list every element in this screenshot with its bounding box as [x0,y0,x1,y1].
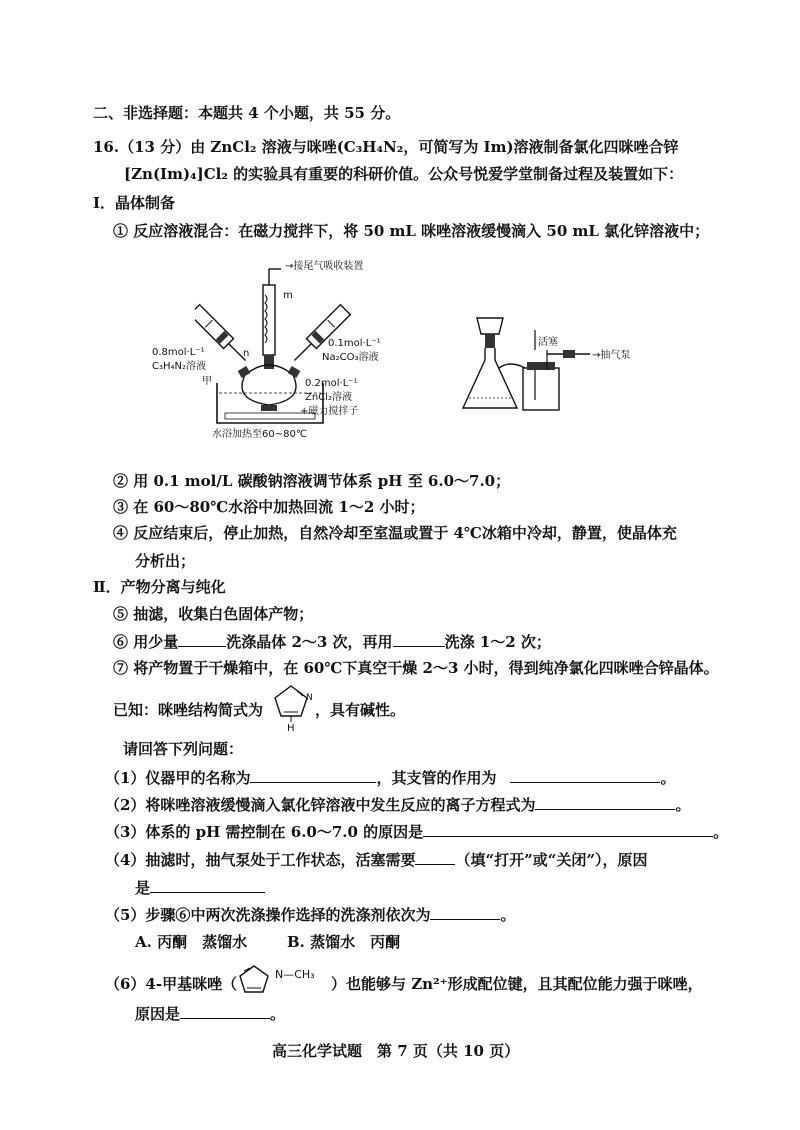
label-tail-gas: →接尾气吸收装置 [285,261,364,272]
step7: ⑦ 将产物置于干燥箱中，在 60℃下真空干燥 2～3 小时，得到纯净氯化四咪唑合锌晶体。 [113,659,719,677]
question-4-cont [135,876,265,899]
blank-q3-reason[interactable] [423,820,713,837]
label-left-sol: C₃H₄N₂溶液 [152,361,207,372]
q3-text-b: 。 [713,823,729,841]
step6-part3: 洗涤 1～2 次； [444,633,551,651]
q2-text-a: （2）将咪唑溶液缓慢滴入氯化锌溶液中发生反应的离子方程式为 [105,796,536,814]
label-n: n [243,348,250,359]
blank-q2-equation[interactable] [535,793,675,810]
part1-title: Ⅰ．晶体制备 [93,194,176,212]
known-text-b: ，具有碱性。 [315,701,406,719]
q5-text-a: （5）步骤⑥中两次洗涤操作选择的洗涤剂依次为 [105,906,431,924]
blank-q1-function[interactable] [510,766,660,783]
label-zn-sol: ZnCl₂溶液 [305,392,352,403]
q1-text-a: （1）仪器甲的名称为 [105,769,251,787]
label-pump: →抽气泵 [592,350,631,361]
q4-text-a: （4）抽滤时，抽气泵处于工作状态，活塞需要 [105,851,416,869]
q2-text-b: 。 [675,796,691,814]
blank-q6-reason[interactable] [180,1002,270,1019]
step1: ① 反应溶液混合：在磁力搅拌下，将 50 mL 咪唑溶液缓慢滴入 50 mL 氯化锌溶液中； [113,222,710,240]
imidazole-n-top: N [306,693,313,703]
label-jia: 甲 [202,376,212,387]
question-1 [105,766,675,789]
question-6-c [135,1002,285,1025]
question-6-b: ）也能够与 Zn²⁺形成配位键，且其配位能力强于咪唑， [331,975,703,993]
q4-text-b: （填“打开”或“关闭”），原因 [455,851,648,869]
step6 [113,630,551,653]
question-4 [105,848,647,871]
label-left-conc: 0.8mol·L⁻¹ [152,347,205,358]
q5-option-a[interactable]: A. 丙酮 蒸馏水 [135,933,248,951]
q6-text-c: 原因是 [135,1005,181,1023]
section-title: 二、非选择题：本题共 4 个小题，共 55 分。 [93,104,401,122]
label-stirrer: +磁力搅拌子 [300,406,359,417]
blank-q4-reason[interactable] [150,876,265,893]
step6-part1: ⑥ 用少量 [113,633,179,651]
question-6: （6）4-甲基咪唑（ [105,975,238,993]
step4-line1: ④ 反应结束后，停止加热，自然冷却至室温或置于 4℃冰箱中冷却，静置，使晶体充 [113,524,677,542]
label-water-bath: 水浴加热至60~80℃ [212,429,308,440]
q1-text-b: ，其支管的作用为 [376,769,497,787]
methylimidazole-structure [232,962,276,1002]
step3: ③ 在 60～80℃水浴中加热回流 1～2 小时； [113,498,425,516]
q16-line1: 16.（13 分）由 ZnCl₂ 溶液与咪唑(C₃H₄N₂，可简写为 Im)溶液制备氯化四咪唑合锌 [93,138,679,156]
question-3 [105,820,728,843]
question-5 [105,903,515,926]
q1-text-c: 。 [660,769,676,787]
known-text-a: 已知：咪唑结构简式为 [113,701,264,719]
page-footer: 高三化学试题 第 7 页（共 10 页） [272,1042,520,1060]
q3-text-a: （3）体系的 pH 需控制在 6.0～7.0 的原因是 [105,823,424,841]
step6-part2: 洗涤晶体 2～3 次，再用 [226,633,393,651]
question-2 [105,793,690,816]
step5: ⑤ 抽滤，收集白色固体产物； [113,605,314,623]
label-zn-conc: 0.2mol·L⁻¹ [305,378,358,389]
blank-q1-name[interactable] [250,766,376,783]
step2: ② 用 0.1 mol/L 碳酸钠溶液调节体系 pH 至 6.0～7.0； [113,472,511,490]
blank-wash1[interactable] [178,630,226,647]
q4-text-c: 是 [135,879,151,897]
part2-title: Ⅱ．产物分离与纯化 [93,578,226,596]
blank-wash2[interactable] [393,630,445,647]
label-m: m [283,290,293,301]
label-right-conc: 0.1mol·L⁻¹ [328,338,381,349]
blank-q5-answer[interactable] [430,903,500,920]
suction-filtration-diagram [455,310,615,420]
imidazole-h: H [287,723,295,734]
q5-option-b[interactable]: B. 蒸馏水 丙酮 [287,933,401,951]
step4-line2: 分析出； [135,552,196,570]
blank-q4-valve[interactable] [415,848,455,865]
reflux-apparatus-diagram [195,255,445,450]
q6-text-d: 。 [270,1005,286,1023]
label-valve: 活塞 [538,337,558,348]
prompt: 请回答下列问题： [123,740,244,758]
q16-line2: [Zn(Im)₄]Cl₂ 的实验具有重要的科研价值。公众号悦爱学堂制备过程及装置如下： [124,165,684,183]
methylimidazole-n-ch3: N—CH₃ [275,968,315,981]
q5-text-b: 。 [500,906,516,924]
label-right-sol: Na₂CO₃溶液 [322,352,379,363]
